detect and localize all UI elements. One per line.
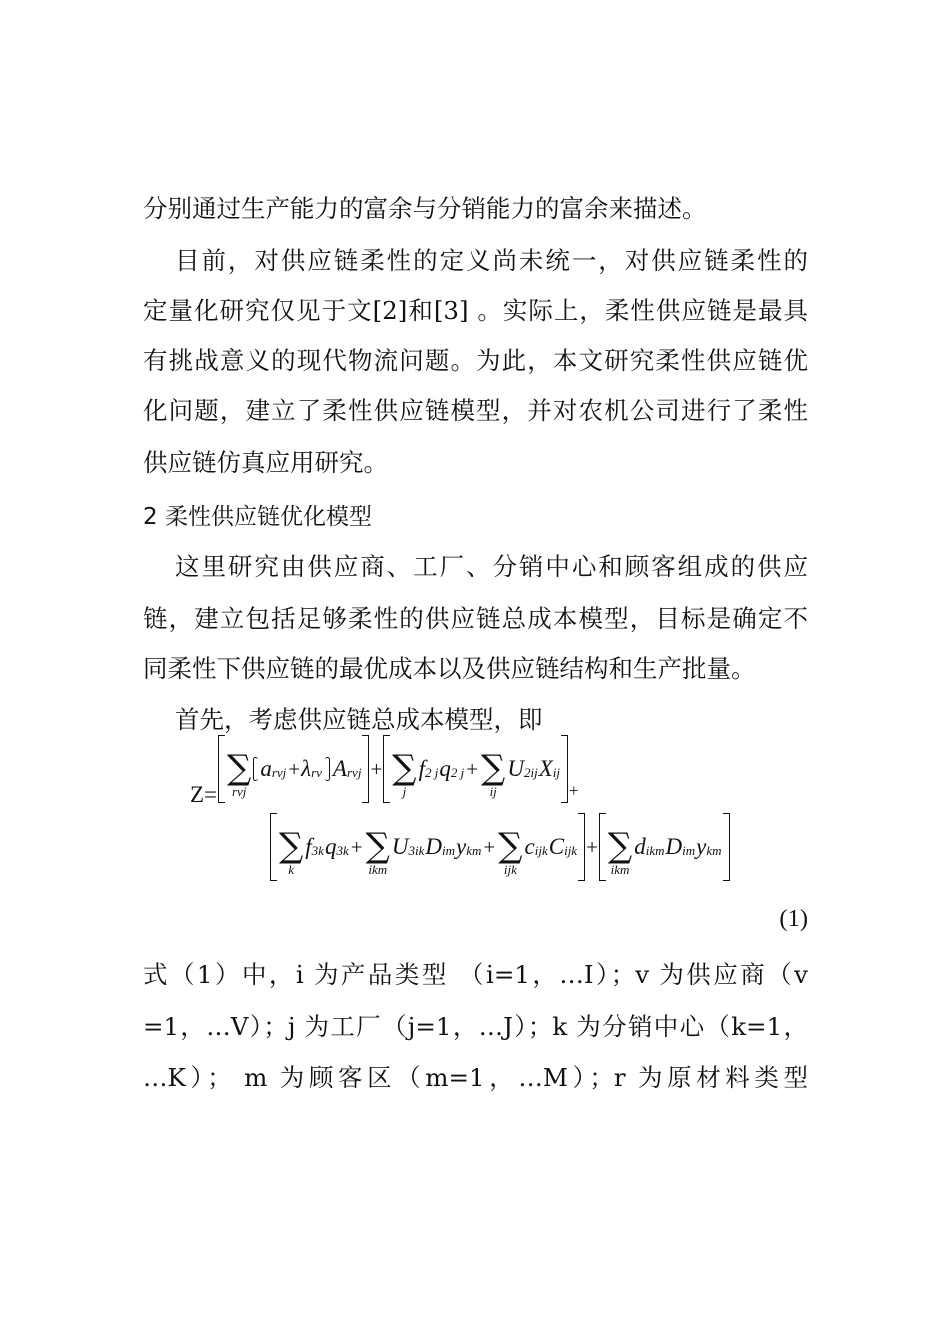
paragraph-line: 同柔性下供应链的最优成本以及供应链结构和生产批量。 <box>143 654 756 683</box>
equation-lhs: Z= <box>190 782 218 807</box>
equation-number: (1) <box>779 905 808 932</box>
paragraph-line: 供应链仿真应用研究。 <box>143 448 388 477</box>
paragraph-line: =1，…V）；j 为工厂（j=1，…J）；k 为分销中心（k=1， <box>143 1012 808 1041</box>
paragraph-line: 式（1）中，i 为产品类型 （i=1，…I）；v 为供应商（v <box>143 960 808 989</box>
equation-line-1: Z= ∑ rvj a rvj + λ rv A rvj + ∑ j f 2 j q 2 j + ∑ ij U 2ij X ij + <box>190 735 580 803</box>
paragraph-line: 目前，对供应链柔性的定义尚未统一，对供应链柔性的 <box>175 246 808 275</box>
equation-line-2: ∑ k f 3k q 3k + ∑ ikm U 3ik D im y km + ∑ ijk c ijk C ijk + ∑ ikm d ikm D im y km <box>270 813 730 881</box>
paragraph-line: 首先，考虑供应链总成本模型，即 <box>175 705 543 734</box>
paragraph-line: 有挑战意义的现代物流问题。为此，本文研究柔性供应链优 <box>143 346 808 375</box>
section-heading: 2 柔性供应链优化模型 <box>143 504 372 530</box>
paragraph-line: …K）； m 为顾客区（m=1，…M）；r 为原材料类型 <box>143 1063 808 1092</box>
paragraph-line: 这里研究由供应商、工厂、分销中心和顾客组成的供应 <box>175 552 808 581</box>
paragraph-line: 定量化研究仅见于文[2]和[3] 。实际上，柔性供应链是最具 <box>143 296 808 325</box>
paragraph-line: 链，建立包括足够柔性的供应链总成本模型，目标是确定不 <box>143 604 808 633</box>
paragraph-line: 化问题，建立了柔性供应链模型，并对农机公司进行了柔性 <box>143 396 808 425</box>
paragraph-line: 分别通过生产能力的富余与分销能力的富余来描述。 <box>143 194 707 223</box>
